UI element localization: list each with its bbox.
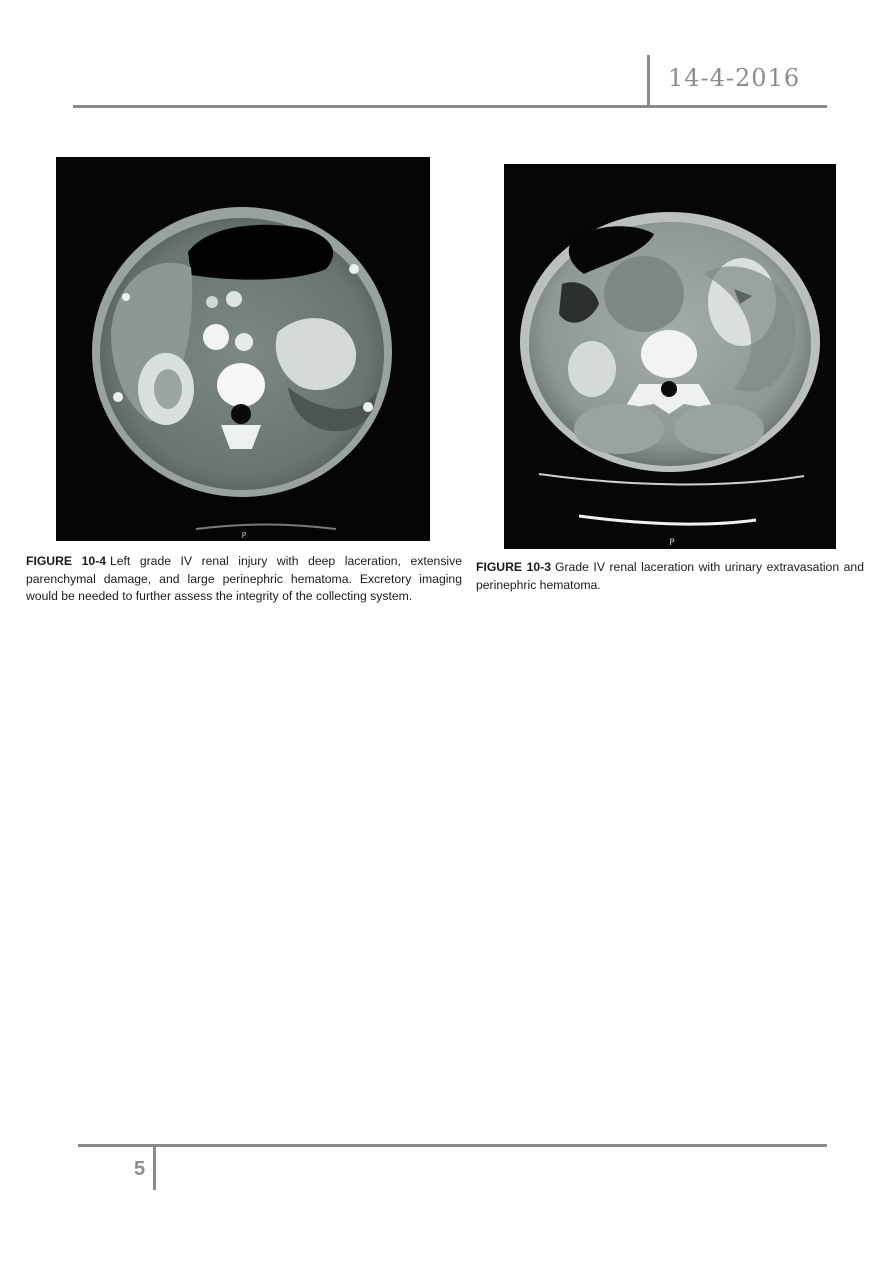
header-rule [73, 105, 827, 108]
ct-scan-image [56, 157, 430, 541]
figure-caption-10-3 [476, 559, 864, 594]
ct-scan-figure-10-3 [504, 164, 836, 549]
figure-label: FIGURE 10-4 [26, 554, 106, 568]
figure-caption-text: Left grade IV renal injury with deep laceration, extensive parenchymal damage, and large perinephric hematoma. Excretory imaging would be needed to further assess the integrity of the collecting system. [26, 554, 462, 603]
header-separator [647, 55, 650, 107]
ct-scan-figure-10-4 [56, 157, 430, 541]
figure-caption-10-4 [26, 553, 462, 606]
scan-orientation-marker: P [669, 538, 675, 548]
header-date: 14-4-2016 [668, 64, 801, 92]
figure-caption-text: Grade IV renal laceration with urinary extravasation and perinephric hematoma. [476, 560, 864, 592]
footer-rule [78, 1144, 827, 1147]
scan-orientation-marker: P [241, 531, 247, 540]
footer-separator [153, 1146, 156, 1190]
page-number: 5 [134, 1158, 146, 1180]
figure-label: FIGURE 10-3 [476, 560, 551, 574]
ct-scan-image [504, 164, 836, 549]
